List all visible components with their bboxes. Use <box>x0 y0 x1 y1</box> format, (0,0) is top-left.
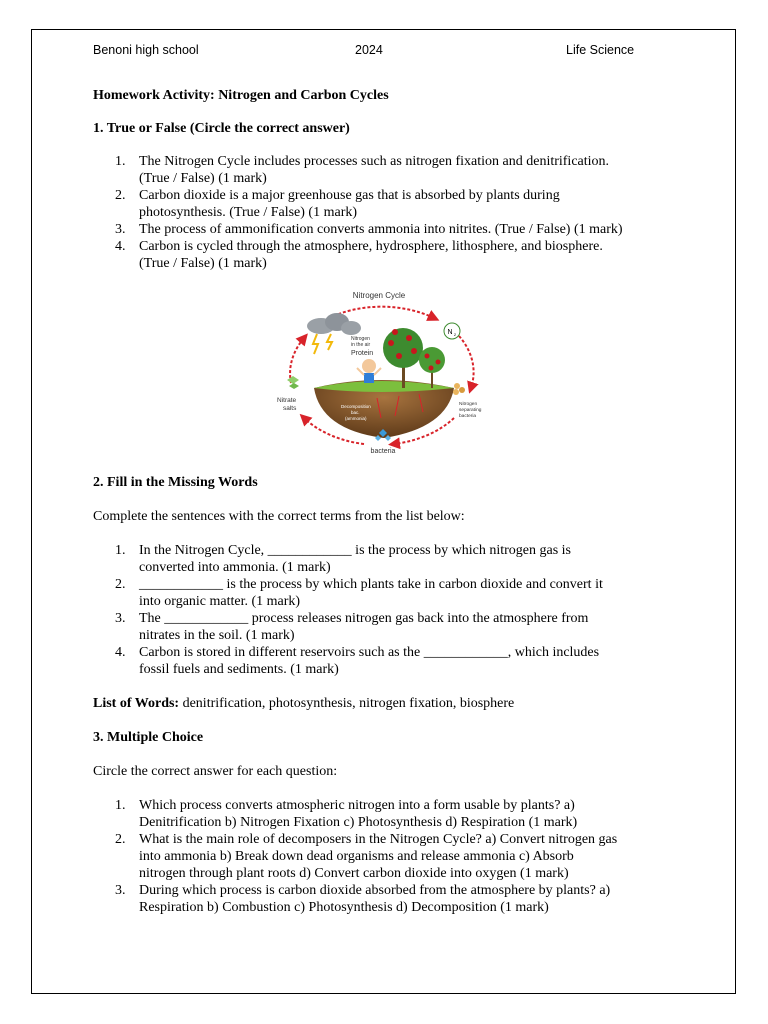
bacteria-label: bacteria <box>370 448 396 455</box>
item-line: The process of ammonification converts ammonia into nitrites. (True / False) (1 mark) <box>139 222 623 237</box>
tomato-plant-icon <box>419 347 445 388</box>
item-line: During which process is carbon dioxide absorbed from the atmosphere by plants? a) <box>139 883 611 898</box>
item-number: 2. <box>115 577 126 592</box>
section1-heading: 1. True or False (Circle the correct answer) <box>93 121 350 136</box>
year: 2024 <box>355 43 383 57</box>
item-number: 2. <box>115 188 126 203</box>
item-line: nitrogen through plant roots d) Convert carbon dioxide into oxygen (1 mark) <box>139 866 569 881</box>
soil-label: Decomposition <box>341 404 371 409</box>
list-item <box>93 221 693 238</box>
list-item <box>93 542 693 576</box>
protein-label: Protein <box>351 350 374 357</box>
list-item <box>93 882 693 916</box>
list-item <box>93 576 693 610</box>
word-list-words: denitrification, photosynthesis, nitrogen fixation, biosphere <box>179 696 515 711</box>
item-number: 2. <box>115 832 126 847</box>
item-line: converted into ammonia. (1 mark) <box>139 560 331 575</box>
list-item <box>93 187 693 221</box>
list-item <box>93 831 693 882</box>
item-line: into ammonia b) Break down dead organisms and release ammonia c) Absorb <box>139 849 574 864</box>
list-item <box>93 153 693 187</box>
tomato-plant-icon <box>383 328 423 388</box>
item-number: 4. <box>115 239 126 254</box>
multiple-choice-list <box>93 797 693 916</box>
item-number: 3. <box>115 611 126 626</box>
nitrogen-cycle-diagram <box>259 288 507 456</box>
list-item <box>93 797 693 831</box>
item-line: Respiration b) Combustion c) Photosynthesis d) Decomposition (1 mark) <box>139 900 549 915</box>
item-line: nitrates in the soil. (1 mark) <box>139 628 295 643</box>
item-number: 1. <box>115 543 126 558</box>
nitrate-label: salts <box>283 405 297 412</box>
cloud-icon <box>307 313 361 335</box>
section3-heading: 3. Multiple Choice <box>93 730 204 745</box>
separating-bacteria-label: separating <box>459 408 482 413</box>
page-header <box>0 43 768 59</box>
n2-label: N <box>447 329 453 336</box>
list-item <box>93 238 693 272</box>
cycle-arrow <box>459 336 474 388</box>
item-line: Denitrification b) Nitrogen Fixation c) Photosynthesis d) Respiration (1 mark) <box>139 815 578 830</box>
item-line: Carbon dioxide is a major greenhouse gas that is absorbed by plants during <box>139 188 560 203</box>
list-item <box>93 644 693 678</box>
item-line: The Nitrogen Cycle includes processes such as nitrogen fixation and denitrification. <box>139 154 610 169</box>
item-line: In the Nitrogen Cycle, ____________ is the process by which nitrogen gas is <box>139 543 571 558</box>
lightning-icon <box>313 334 318 354</box>
section3-intro: Circle the correct answer for each question: <box>93 764 338 779</box>
soil-label: (ammonia) <box>345 416 367 421</box>
nitrogen-air-label: in the air <box>351 342 371 348</box>
item-line: (True / False) (1 mark) <box>139 256 267 271</box>
section2-heading: 2. Fill in the Missing Words <box>93 475 258 490</box>
soil-label: bac. <box>351 410 360 415</box>
item-number: 4. <box>115 645 126 660</box>
document-title: Homework Activity: Nitrogen and Carbon Cycles <box>93 88 389 103</box>
n2-subscript: 2 <box>453 332 457 337</box>
item-number: 3. <box>115 883 126 898</box>
word-list <box>93 695 693 712</box>
school-name: Benoni high school <box>93 43 199 57</box>
separating-bacteria-label: bacteria <box>459 414 477 419</box>
item-line: Carbon is cycled through the atmosphere, hydrosphere, lithosphere, and biosphere. <box>139 239 603 254</box>
fill-in-list <box>93 542 693 678</box>
nitrate-label: Nitrate <box>277 397 297 404</box>
item-line: The ____________ process releases nitrogen gas back into the atmosphere from <box>139 611 589 626</box>
item-number: 1. <box>115 798 126 813</box>
nitrate-salts-icon <box>287 376 299 389</box>
nitrogen-air-label: Nitrogen <box>351 336 370 342</box>
true-false-list <box>93 153 693 272</box>
list-item <box>93 610 693 644</box>
child-figure-icon <box>357 359 381 383</box>
item-line: ____________ is the process by which plants take in carbon dioxide and convert it <box>139 577 603 592</box>
bacteria-cluster-icon <box>453 383 465 395</box>
word-list-label: List of Words: <box>93 696 180 711</box>
nitrogen-cycle-illustration <box>259 288 507 456</box>
section2-intro: Complete the sentences with the correct terms from the list below: <box>93 509 465 524</box>
separating-bacteria-label: Nitrogen <box>459 402 478 407</box>
lightning-icon <box>327 334 332 350</box>
item-line: fossil fuels and sediments. (1 mark) <box>139 662 339 677</box>
item-line: Which process converts atmospheric nitrogen into a form usable by plants? a) <box>139 798 575 813</box>
item-line: photosynthesis. (True / False) (1 mark) <box>139 205 358 220</box>
item-line: Carbon is stored in different reservoirs such as the ____________, which includes <box>139 645 600 660</box>
diagram-title: Nitrogen Cycle <box>352 291 406 300</box>
item-line: into organic matter. (1 mark) <box>139 594 301 609</box>
document-body <box>93 87 693 916</box>
item-number: 1. <box>115 154 126 169</box>
item-line: What is the main role of decomposers in the Nitrogen Cycle? a) Convert nitrogen gas <box>139 832 618 847</box>
item-number: 3. <box>115 222 126 237</box>
subject: Life Science <box>566 43 635 57</box>
cycle-arrow <box>290 338 304 383</box>
item-line: (True / False) (1 mark) <box>139 171 267 186</box>
